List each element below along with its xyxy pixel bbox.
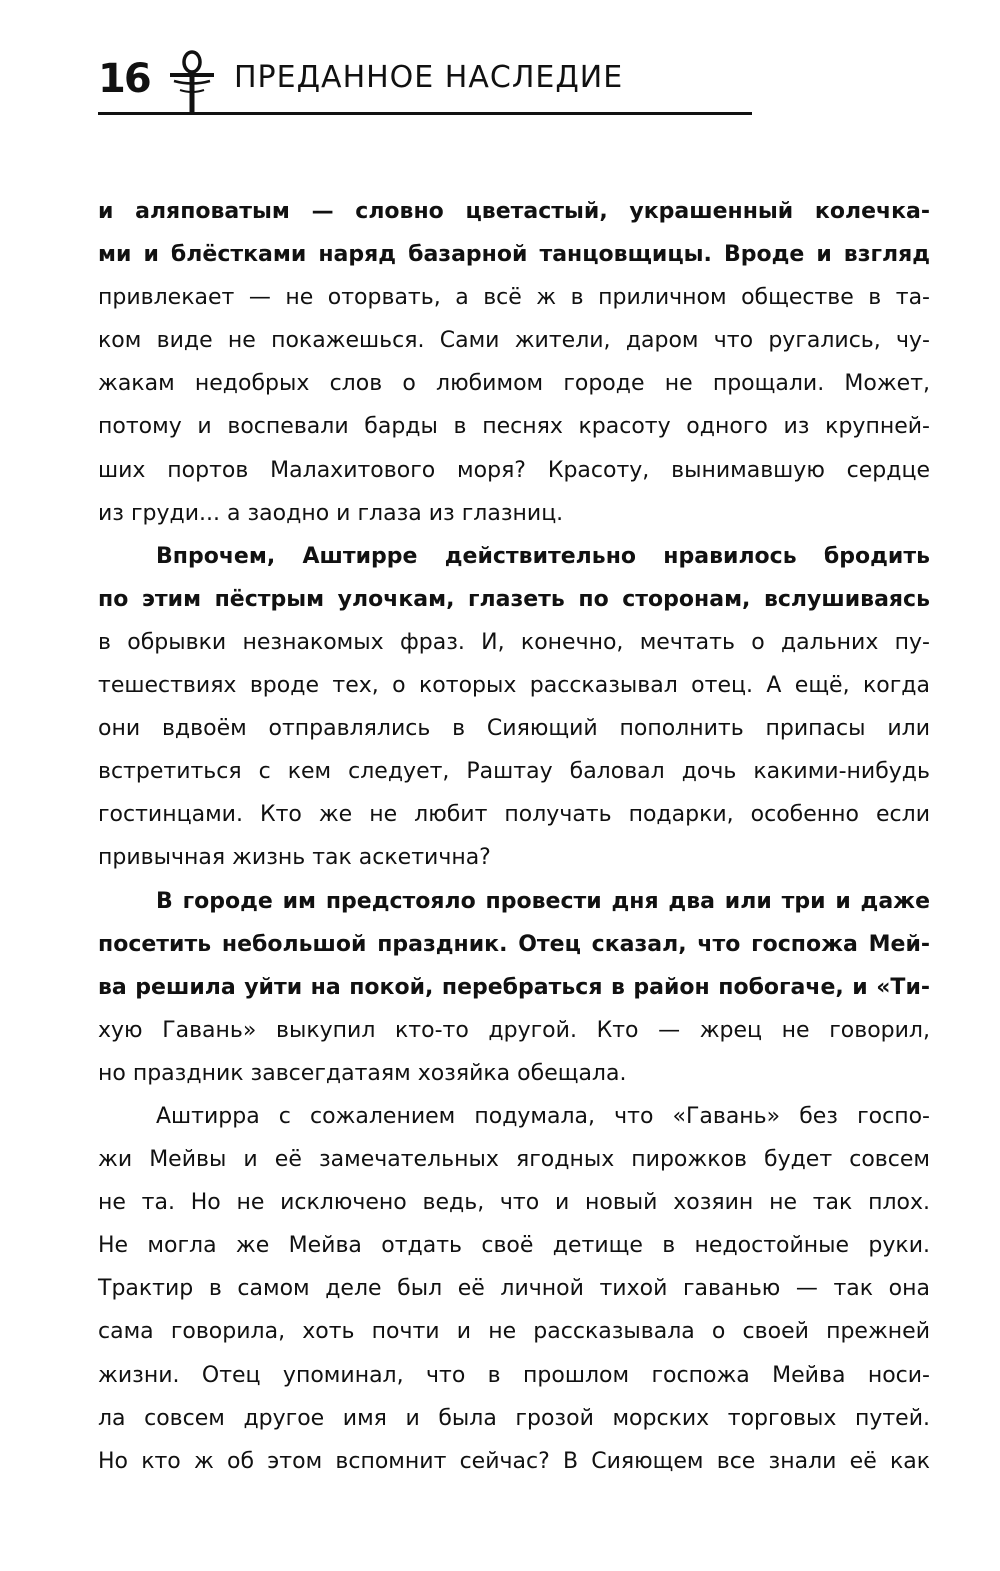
body-text [98,190,930,1483]
text-line: привычная жизнь так аскетична? [98,845,491,871]
text-line: хую Гавань» выкупил кто-то другой. Кто — жрец не говорил, [98,1017,930,1043]
text-line: и аляповатым — словно цветастый, украшенный колечка- [98,199,930,224]
header-divider [98,112,752,115]
running-title: ПРЕДАННОЕ НАСЛЕДИЕ [234,60,624,95]
page-header [98,50,758,112]
text-line: привлекает — не оторвать, а всё ж в приличном обществе в та- [98,285,930,311]
text-line: Не могла же Мейва отдать своё детище в недостойные руки. [98,1233,930,1259]
text-line: Впрочем, Аштирре действительно нравилось бродить [156,543,930,569]
text-line: Трактир в самом деле был её личной тихой гаванью — так она [98,1276,930,1302]
text-line: ва решила уйти на покой, перебраться в район побогаче, и «Ти- [98,974,930,1000]
text-line: ком виде не покажешься. Сами жители, даром что ругались, чу- [98,328,930,354]
text-line: тешествиях вроде тех, о которых рассказывал отец. А ещё, когда [98,673,930,699]
text-line: Но кто ж об этом вспомнит сейчас? В Сияющем все знали её как [98,1448,930,1474]
text-line: но праздник завсегдатаям хозяйка обещала. [98,1060,627,1086]
text-line: не та. Но не исключено ведь, что и новый хозяин не так плох. [98,1190,930,1216]
text-line: жизни. Отец упоминал, что в прошлом госпожа Мейва носи- [98,1362,930,1388]
text-line: жакам недобрых слов о любимом городе не прощали. Может, [98,371,930,397]
text-line: по этим пёстрым улочкам, глазеть по сторонам, вслушиваясь [98,586,930,612]
text-line: в обрывки незнакомых фраз. И, конечно, мечтать о дальних пу- [98,629,930,655]
ankh-icon [166,50,218,116]
text-line: ших портов Малахитового моря? Красоту, вынимавшую сердце [98,457,930,483]
text-line: из груди... а заодно и глаза из глазниц. [98,500,564,526]
text-line: ми и блёстками наряд базарной танцовщицы. Вроде и взгляд [98,242,930,268]
text-line: ла совсем другое имя и была грозой морских торговых путей. [98,1405,930,1431]
text-line: гостинцами. Кто же не любит получать подарки, особенно если [98,802,930,828]
page-number: 16 [98,56,150,102]
text-line: они вдвоём отправлялись в Сияющий пополнить припасы или [98,716,930,742]
text-line: жи Мейвы и её замечательных ягодных пирожков будет совсем [98,1147,930,1173]
text-line: сама говорила, хоть почти и не рассказывала о своей прежней [98,1319,930,1345]
text-line: потому и воспевали барды в песнях красоту одного из крупней- [98,414,930,440]
text-line: Аштирра с сожалением подумала, что «Гавань» без госпо- [156,1103,930,1129]
text-line: встретиться с кем следует, Раштау баловал дочь какими-нибудь [98,759,930,785]
text-line: В городе им предстояло провести дня два или три и даже [156,888,930,914]
text-line: посетить небольшой праздник. Отец сказал, что госпожа Мей- [98,931,930,957]
